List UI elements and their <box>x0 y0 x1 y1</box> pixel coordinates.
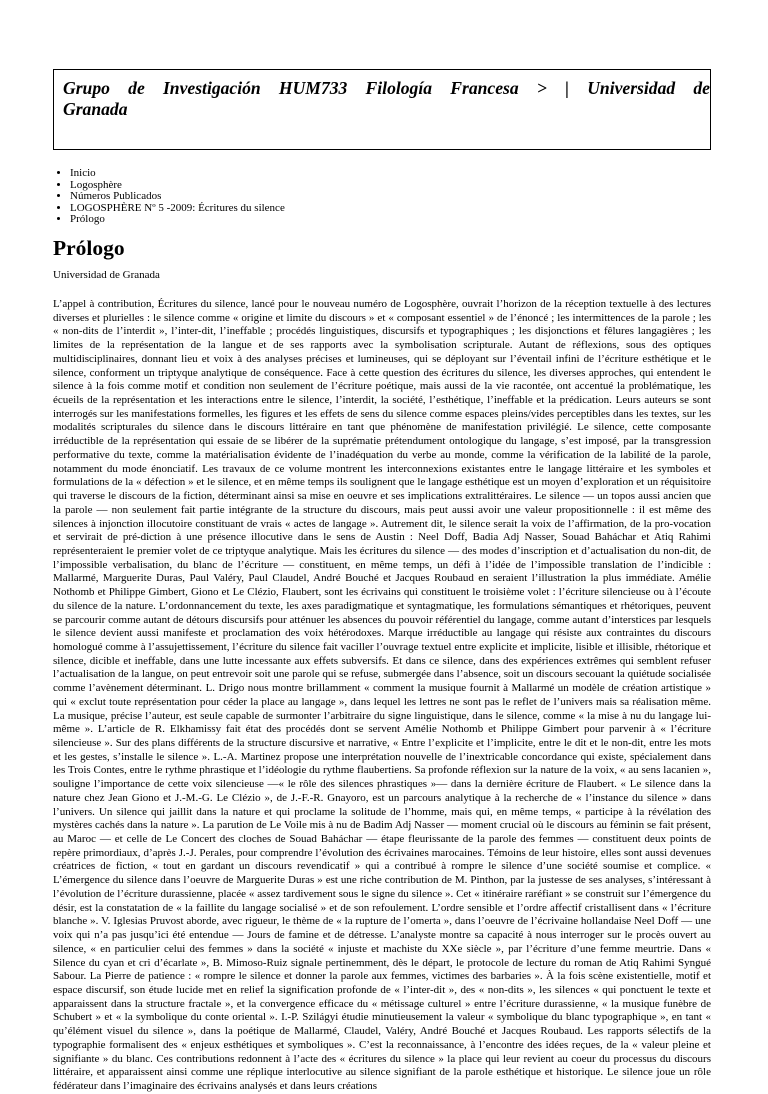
site-title <box>63 78 710 120</box>
nav-link-inicio[interactable]: Inicio <box>70 167 96 179</box>
author-affiliation: Universidad de Granada <box>53 269 160 281</box>
breadcrumb-nav <box>53 168 285 226</box>
article-body: L’appel à contribution, Écritures du silence, lancé pour le nouveau numéro de Logosphère, ouvrait l’horizon de la réception textuelle à des lectures diverses et plurielles : le silence comme « origine et limite du discours » et « composant essentiel » de l’énoncé ; les intermittences de la parole ; les « non-dits de l’interdit », l’inter-dit, l’ineffable ; procédés linguistiques, discursifs et typographiques ; les disjonctions et fêlures langagières ; les limites de la représentation de la langue et de ses rapports avec la symbolisation scripturale. Autant de réflexions, sous des optiques multidisciplinaires, donnant lieu et voix à des analyses précises et lumineuses, qui se déployant sur l’éventail infini de l’écriture esthétique et le silence, conforment un triptyque analytique de conséquence. Face à cette question des écritures du silence, les diverses approches, qui entendent le silence à la fois comme motif et condition non seulement de l’écriture poétique, mais aussi de la vie racontée, ont accentué la problématique, les écueils de la représentation et les interactions entre le silence, l’interdit, la société, l’esthétique, l’ineffable et la prédication. Leurs auteurs se sont interrogés sur les manifestations formelles, les figures et les effets de sens du silence comme espaces pleins/vides perceptibles dans les textes, sur les modalités scripturales du silence dans le discours littéraire en tant que phénomène de manifestation privilégié. Le silence, cette composante irréductible de la représentation qui essaie de se libérer de la suprématie prétendument ontologique du langage, s’est imposé, par la transgression performative du texte, comme la matérialisation évidente de l’inadéquation du verbe au monde, comme la vérification de la labilité de la parole, notamment du mode énonciatif. Les travaux de ce volume montrent les interconnexions existantes entre le langage littéraire et les symboles et formulations de la « défection » et le silence, et en même temps ils soulignent que le langage esthétique est un moyen d’exploration et un réquisitoire qui traverse le discours de la fiction, déterminant ainsi sa mise en oeuvre et ses implications extralittéraires. Le silence — un topos aussi ancien que la parole — non seulement fait partie intégrante de la structure du discours, mais peut aussi avoir une valeur propositionnelle : il est même des silences à injonction illocutoire constituant de vrais « actes de langage ». Autrement dit, le silence serait la voix de l’affirmation, de la pro-vocation et servirait de pré-diction à une présence illocutive dans le sens de Austin : Neel Doff, Badia Adj Nasser, Souad Baháchar et Atiq Rahimi représenteraient le premier volet de ce triptyque analytique. Mais les écritures du silence — des modes d’inscription et d’actualisation du non-dit, de l’impossible verbalisation, du blanc de l’écriture — constituent, en même temps, un défi à l’idée de l’impossible translation de l’indicible : Mallarmé, Marguerite Duras, Paul Valéry, Paul Claudel, André Bouché et Jacques Roubaud en seraient l’illustration la plus immédiate. Amélie Nothomb et Philippe Gimbert, Giono et Le Clézio, Flaubert, sont les écrivains qui constituent le troisième volet : l’écriture silencieuse ou à l’écoute du silence de la nature. L’ordonnancement du texte, les axes paradigmatique et syntagmatique, les formulations sémantiques et rhétoriques, peuvent se parcourir comme autant de détours discursifs pour atténuer les absences du pouvoir référentiel du langage, comme autant d’interstices par lesquels le silence devient aussi manifeste et proclamation des voix hétérodoxes. Marque irréductible au langage qui résiste aux contraintes du discours homologué comme à l’assujettissement, l’écriture du silence fait vaciller l’ouvrage textuel entre explicite et implicite, lisible et illisible, rhétorique et silence, dicible et ineffable, dans une lutte incessante aux effets subversifs. Et dans ce silence, dans des expériences extrêmes qui semblent refuser l’actualisation de la langue, on peut entrevoir soit une parole qui se refuse, submergée dans l’absence, soit un discours secouant la quiétude socialisée comme l’avènement déterminant. L. Drigo nous montre brillamment « comment la musique fournit à Mallarmé un modèle de création artistique » qui « exclut toute représentation pour céder la place au langage », dans lequel les lettres ne sont pas le reflet de l’univers mais sa réalisation même. La musique, précise l’auteur, est seule capable de surmonter l’arbitraire du signe linguistique, dans le silence, comme « la mise à nu du langage lui-même ». L’article de R. Elkhamissy fait état des procédés dont se servent Amélie Nothomb et Philippe Gimbert pour parvenir à « l’écriture silencieuse ». Sur des plans différents de la structure discursive et narrative, « Entre l’explicite et l’implicite, entre le dit et le non-dit, entre les mots et les gestes, s’installe le silence ». L.-A. Martinez propose une interprétation nouvelle de l’inextricable concordance qui existe, spécialement dans les Trois Contes, entre le rythme phrastique et l’idéologie du rythme flaubertiens. Sa profonde réflexion sur la nature de la voix, « au sens lacanien », souligne l’importance de cette voix silencieuse —« le rôle des silences phrastiques »— dans la dernière écriture de Flaubert. « Le silence dans la nature chez Jean Giono et J.-M.-G. Le Clézio », de J.-F.-R. Gnayoro, est un parcours analytique à la recherche de « l’instance du silence » dans l’univers. Un silence qui jaillit dans la nature et qui proclame la solitude de l’homme, mais qui, en même temps, « participe à la révélation des mystères cachés dans la nature ». La parution de Le Voile mis à nu de Badim Adj Nasser — moment crucial où le discours au féminin se fait présent, au Maroc — et celle de Le Concert des cloches de Souad Baháchar — étape fleurissante de la parole des femmes — constituent deux points de repère primordiaux, d’après J.-J. Perales, pour comprendre l’évolution des écrivaines marocaines. Témoins de leur histoire, elles sont aussi devenues créatrices de fiction, « tout en gardant un discours revendicatif » qui a contribué à rompre le silence d’une société soumise et complice. « L’émergence du silence dans l’oeuvre de Marguerite Duras » est une riche contribution de M. Pinthon, par la justesse de ses analyses, s’intéressant à l’évolution de l’écriture durassienne, placée « assez tardivement sous le signe du silence ». Cet « itinéraire raréfiant » se construit sur l’émergence du désir, est la constatation de « la faillite du langage socialisé » et de son refoulement. L’ordre sensible et l’ordre affectif cristallisent dans « l’écriture blanche ». V. Iglesias Pruvost aborde, avec rigueur, le thème de « la rupture de l’omerta », dans l’oeuvre de l’écrivaine hollandaise Neel Doff — une voix qui n’a pas jusqu’ici été entendue — Jours de famine et de détresse. L’analyste montre sa capacité à nous interroger sur le procès ouvert au silence, « en particulier celui des femmes » dans la société « injuste et machiste du XXe siècle », par l’écriture d’une femme meurtrie. Dans « Silence du cyan et cri d’écarlate », B. Mimoso-Ruiz signale pertinemment, dès le départ, le protocole de lecture du roman de Atiq Rahimi Syngué Sabour. La Pierre de patience : « rompre le silence et donner la parole aux femmes, victimes des barbaries ». À la fois scène existentielle, motif et espace discursif, son étude lucide met en relief la signification profonde de « l’inter-dit », des « non-dits », les silences « qui ponctuent le texte et apparaissent dans la structure fractale », et la convergence efficace du « métissage culturel » entre l’écriture durassienne, « la musique funèbre de Schubert » et « la symbolique du conte oriental ». I.-P. Szilágyi étudie minutieusement la valeur « symbolique du blanc typographique », en tant « qu’élément visuel du silence », dans la poétique de Mallarmé, Claudel, Valéry, André Bouché et Jacques Roubaud. Les rapports sélectifs de la typographie formalisent des « enjeux esthétiques et symboliques ». C’est la reconnaissance, à l’encontre des idées reçues, de la « valeur pleine et signifiante » du blanc. Ces contributions redonnent à l’acte des « écritures du silence » la place qui leur revient au coeur du processus du discours littéraire, et apparaissent ainsi comme une réplique interlocutive au silence signifiant de la parole esthétique et historique. Le silence joue un rôle fédérateur dans l’imaginaire des écrivains analysés et dans leurs créations <box>53 298 711 1092</box>
nav-link-numeros-publicados[interactable]: Números Publicados <box>70 190 162 202</box>
site-title-line2: Granada <box>63 99 128 119</box>
nav-link-logosphere[interactable]: Logosphère <box>70 178 122 191</box>
nav-item-prologo <box>70 214 285 226</box>
nav-link-prologo[interactable]: Prólogo <box>70 213 105 225</box>
nav-link-logosphere-5[interactable]: LOGOSPHÈRE Nº 5 -2009: Écritures du silence <box>70 201 285 214</box>
site-title-line1: Grupo de Investigación HUM733 Filología Francesa > | Universidad de <box>63 78 710 98</box>
page-heading: Prólogo <box>53 236 125 260</box>
